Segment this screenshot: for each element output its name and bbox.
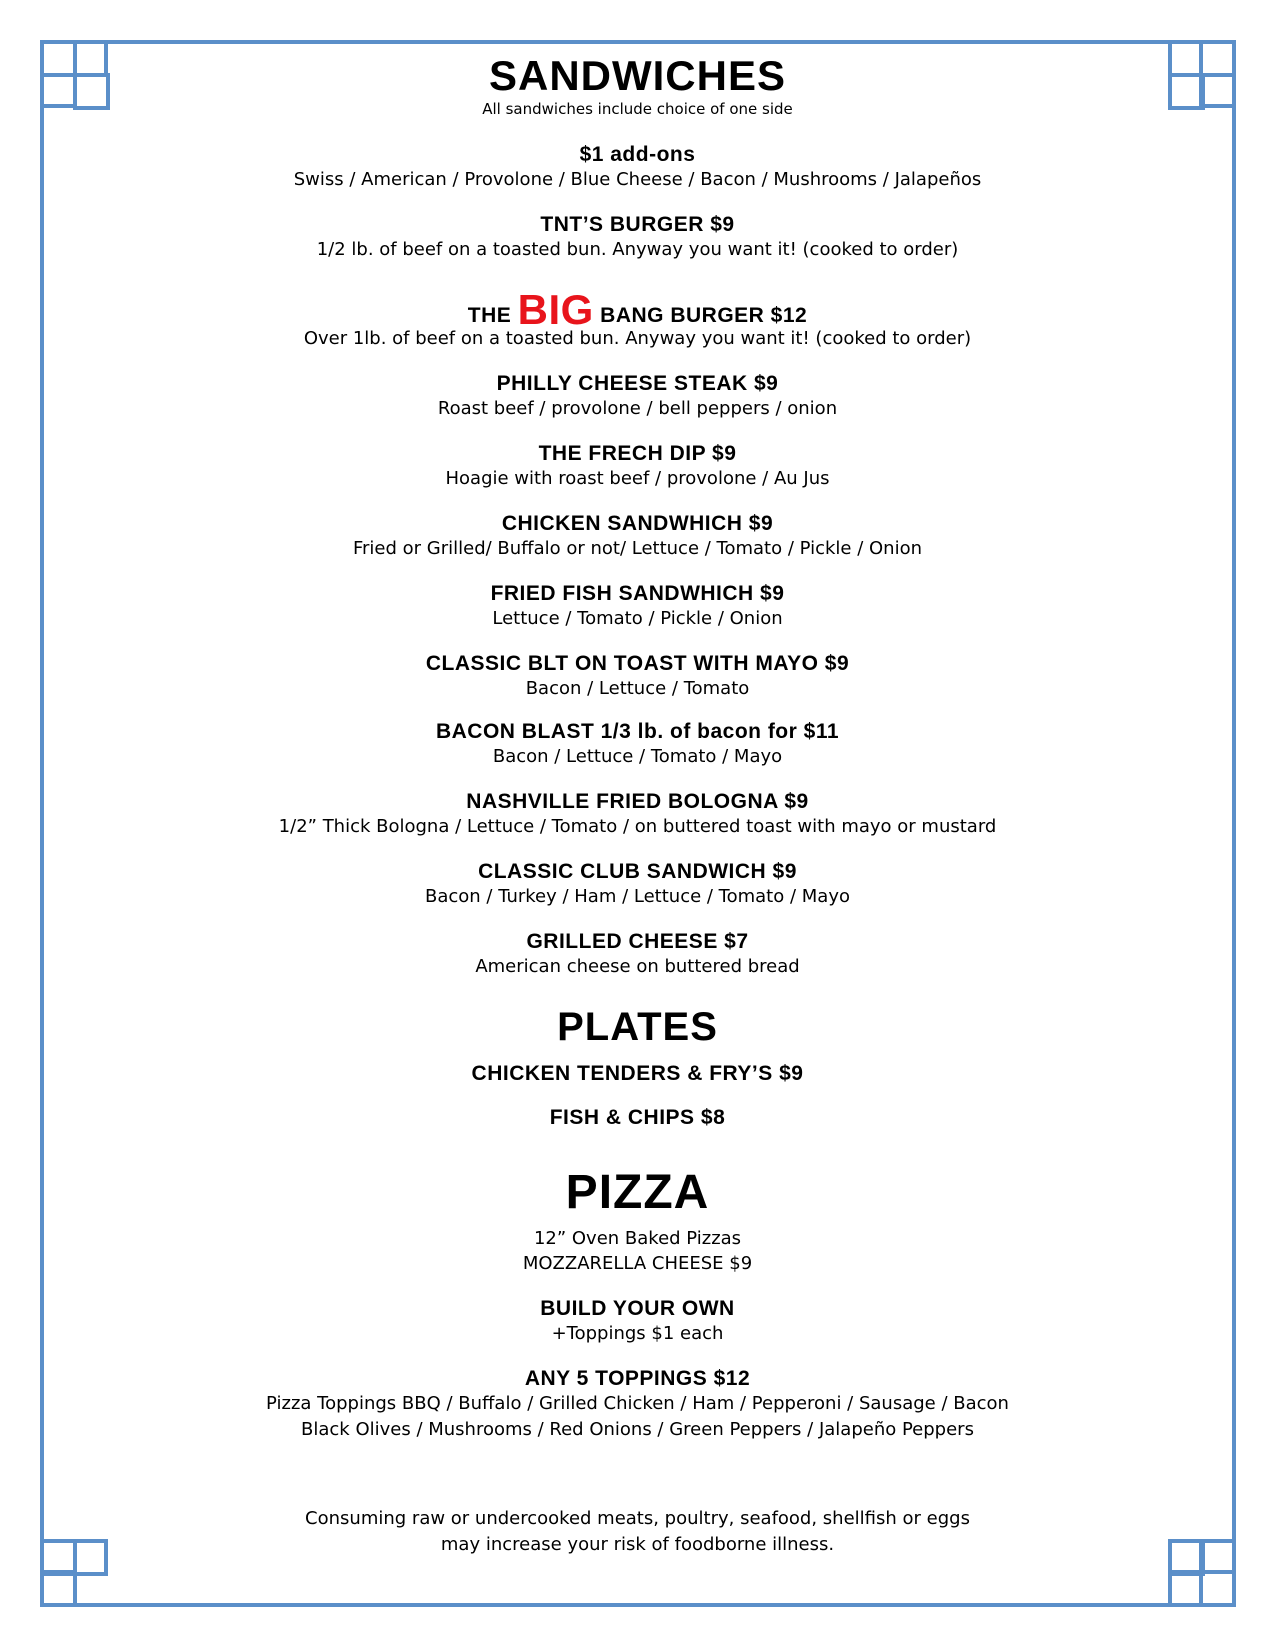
build-your-own-title: BUILD YOUR OWN [540,1297,735,1320]
item-desc: Roast beef / provolone / bell peppers / onion [437,398,838,419]
plate-item: CHICKEN TENDERS & FRY’S $9 [471,1062,804,1085]
item-desc: Lettuce / Tomato / Pickle / Onion [492,608,783,629]
section-title-sandwiches: SANDWICHES [488,52,786,99]
item-desc: 1/2” Thick Bologna / Lettuce / Tomato / on buttered toast with mayo or mustard [278,816,997,837]
item-name: BACON BLAST 1/3 lb. of bacon for $11 [435,720,840,743]
pizza-line-1: 12” Oven Baked Pizzas [533,1228,742,1249]
build-your-own-desc: +Toppings $1 each [551,1323,724,1344]
item-name: CHICKEN SANDWHICH $9 [501,512,774,535]
item-desc: Bacon / Lettuce / Tomato [525,678,750,699]
item-name: PHILLY CHEESE STEAK $9 [496,372,779,395]
addons-title: $1 add-ons [579,143,696,166]
item-desc: Over 1lb. of beef on a toasted bun. Anyway you want it! (cooked to order) [303,328,972,349]
item-name: GRILLED CHEESE $7 [526,930,749,953]
footer-warning-line-1: Consuming raw or undercooked meats, poultry, seafood, shellfish or eggs [305,1508,970,1529]
plate-item: FISH & CHIPS $8 [549,1106,726,1129]
item-name: CLASSIC CLUB SANDWICH $9 [478,860,797,883]
item-desc: Hoagie with roast beef / provolone / Au Jus [445,468,830,489]
menu-content [60,0,1215,1650]
big-word: BIG [517,286,594,333]
item-name-pre: THE [467,304,512,327]
toppings-line-1: Pizza Toppings BBQ / Buffalo / Grilled Chicken / Ham / Pepperoni / Sausage / Bacon [266,1393,1009,1414]
item-name: TNT’S BURGER $9 [540,213,735,236]
item-desc: 1/2 lb. of beef on a toasted bun. Anyway you want it! (cooked to order) [316,239,959,260]
toppings-line-2: Black Olives / Mushrooms / Red Onions / Green Peppers / Jalapeño Peppers [301,1419,974,1440]
item-desc: Fried or Grilled/ Buffalo or not/ Lettuce / Tomato / Pickle / Onion [352,538,922,559]
footer-warning-line-2: may increase your risk of foodborne illness. [440,1534,835,1555]
item-desc: Bacon / Turkey / Ham / Lettuce / Tomato / Mayo [424,886,850,907]
addons-list: Swiss / American / Provolone / Blue Cheese / Bacon / Mushrooms / Jalapeños [293,169,982,190]
pizza-line-2: MOZZARELLA CHEESE $9 [522,1253,753,1274]
item-name-post: BANG BURGER $12 [600,304,808,327]
item-desc: American cheese on buttered bread [475,956,800,977]
section-title-pizza: PIZZA [565,1166,710,1219]
item-name: FRIED FISH SANDWHICH $9 [490,582,785,605]
any-5-toppings-title: ANY 5 TOPPINGS $12 [524,1367,751,1390]
item-desc: Bacon / Lettuce / Tomato / Mayo [492,746,783,767]
item-name: CLASSIC BLT ON TOAST WITH MAYO $9 [425,652,850,675]
section-title-plates: PLATES [557,1005,718,1049]
item-name: NASHVILLE FRIED BOLOGNA $9 [466,790,809,813]
sandwiches-subtitle: All sandwiches include choice of one side [482,100,793,118]
item-name: THE FRECH DIP $9 [538,442,737,465]
item-name-big-bang [60,286,1215,334]
